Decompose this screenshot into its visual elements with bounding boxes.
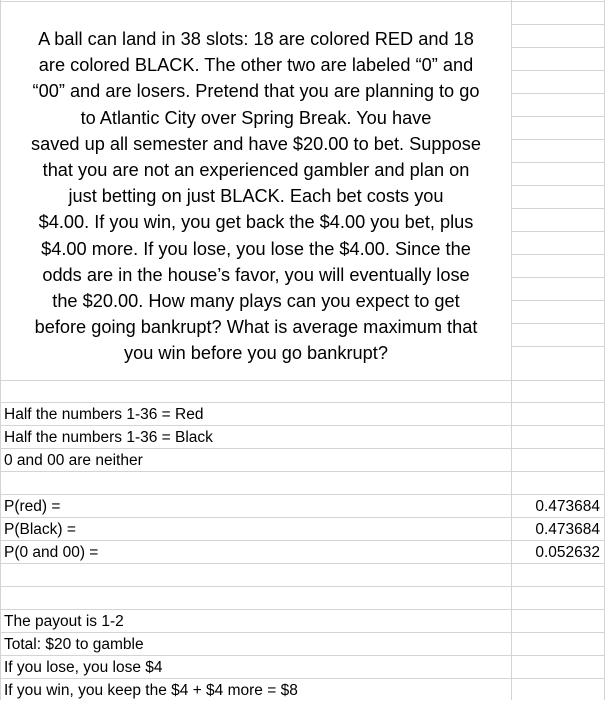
cell-payout-lose[interactable]: If you lose, you lose $4 bbox=[4, 659, 163, 676]
cell-prob-black-value[interactable]: 0.473684 bbox=[535, 521, 600, 538]
problem-line: “00” and are losers. Pretend that you are planning to go bbox=[32, 81, 480, 102]
row-line bbox=[0, 517, 605, 518]
problem-line: just betting on just BLACK. Each bet costs you bbox=[68, 186, 444, 207]
cell-payout-ratio[interactable]: The payout is 1-2 bbox=[4, 613, 124, 630]
row-line bbox=[511, 185, 605, 186]
cell-prob-red-label[interactable]: P(red) = bbox=[4, 498, 61, 515]
row-line bbox=[511, 47, 605, 48]
row-line bbox=[0, 494, 605, 495]
cell-prob-zero-label[interactable]: P(0 and 00) = bbox=[4, 544, 99, 561]
row-line bbox=[511, 70, 605, 71]
problem-statement-cell[interactable] bbox=[1, 2, 511, 380]
cell-rule-black[interactable]: Half the numbers 1-36 = Black bbox=[4, 429, 213, 446]
row-line bbox=[511, 139, 605, 140]
problem-line: $4.00. If you win, you get back the $4.00 you bet, plus bbox=[38, 212, 474, 233]
row-line bbox=[511, 208, 605, 209]
problem-line: $4.00 more. If you lose, you lose the $4.00. Since the bbox=[41, 238, 471, 259]
cell-payout-win[interactable]: If you win, you keep the $4 + $4 more = $8 bbox=[4, 682, 298, 699]
column-divider bbox=[511, 0, 512, 700]
cell-prob-black-label[interactable]: P(Black) = bbox=[4, 521, 76, 538]
row-line bbox=[511, 277, 605, 278]
problem-line: are colored BLACK. The other two are labeled “0” and bbox=[38, 55, 474, 76]
row-line bbox=[511, 254, 605, 255]
cell-prob-zero-value[interactable]: 0.052632 bbox=[535, 544, 600, 561]
cell-prob-red-value[interactable]: 0.473684 bbox=[535, 498, 600, 515]
row-line bbox=[511, 300, 605, 301]
problem-line: to Atlantic City over Spring Break. You have bbox=[80, 107, 432, 128]
problem-text bbox=[1, 2, 511, 367]
problem-line: saved up all semester and have $20.00 to bet. Suppose bbox=[31, 133, 481, 154]
row-line bbox=[0, 380, 605, 381]
row-line bbox=[511, 93, 605, 94]
row-line bbox=[0, 586, 605, 587]
row-line bbox=[511, 116, 605, 117]
row-line bbox=[511, 24, 605, 25]
problem-line: A ball can land in 38 slots: 18 are colored RED and 18 bbox=[38, 29, 474, 49]
problem-line: you win before you go bankrupt? bbox=[124, 343, 388, 364]
problem-line: that you are not an experienced gambler and plan on bbox=[42, 160, 470, 181]
problem-line: before going bankrupt? What is average maximum that bbox=[34, 317, 478, 338]
problem-line: the $20.00. How many plays can you expect to get bbox=[52, 291, 460, 312]
row-line bbox=[511, 162, 605, 163]
cell-payout-total[interactable]: Total: $20 to gamble bbox=[4, 636, 144, 653]
row-line bbox=[511, 346, 605, 347]
cell-rule-neither[interactable]: 0 and 00 are neither bbox=[4, 452, 143, 469]
cell-rule-red[interactable]: Half the numbers 1-36 = Red bbox=[4, 406, 204, 423]
problem-line: odds are in the house’s favor, you will eventually lose bbox=[42, 264, 470, 285]
row-line bbox=[511, 231, 605, 232]
row-line bbox=[511, 323, 605, 324]
